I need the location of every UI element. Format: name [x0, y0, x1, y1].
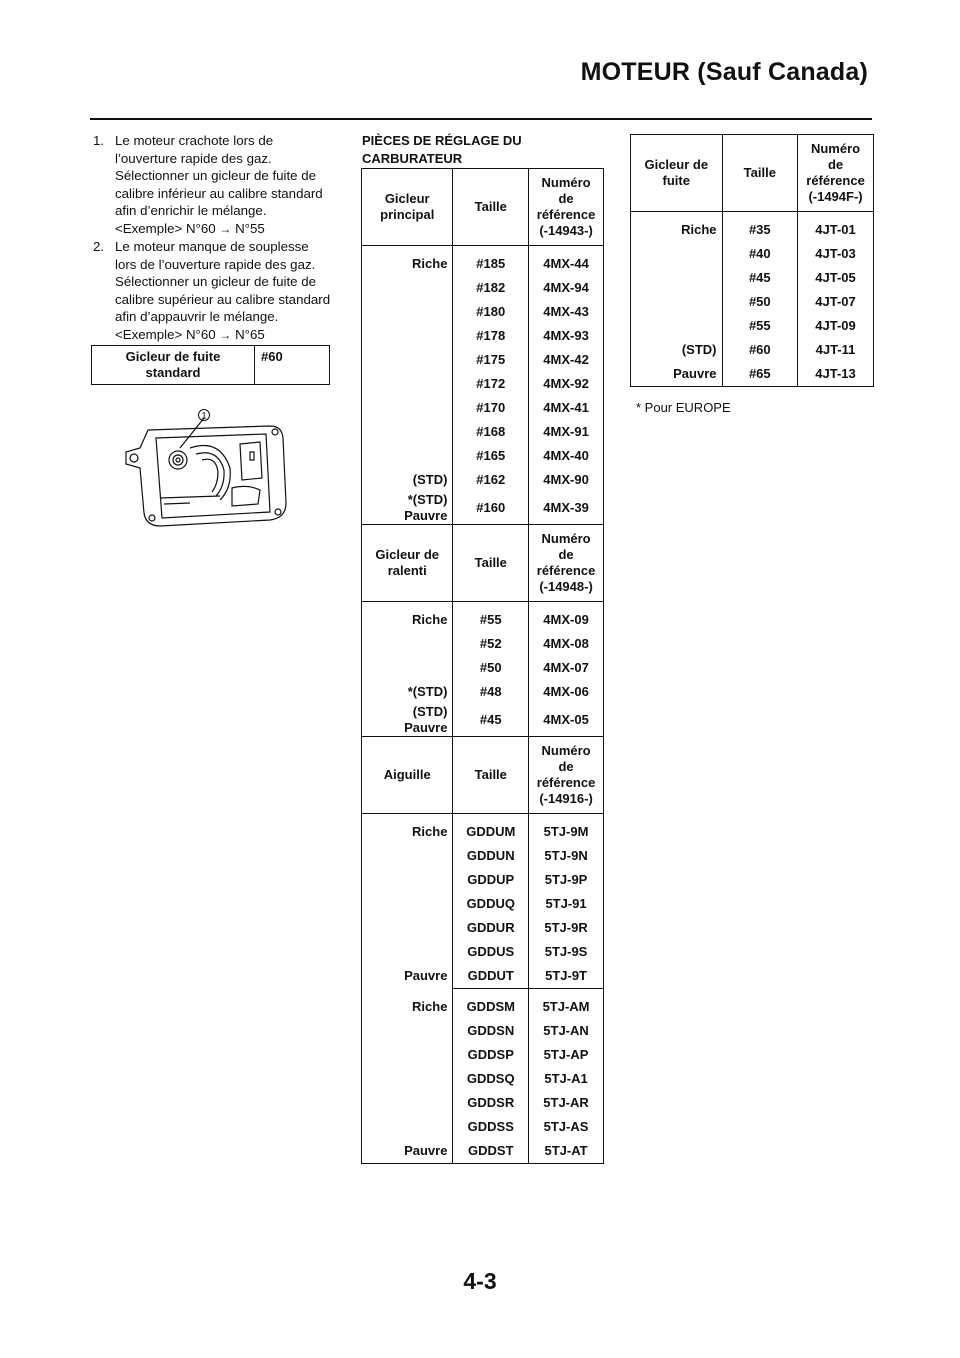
- example-suffix: N°65: [235, 326, 265, 342]
- header-part-number: Numéro de référence (-14943-): [529, 169, 604, 246]
- row-size: #50: [453, 656, 529, 680]
- header-part: Aiguille: [362, 737, 453, 814]
- header-size: Taille: [722, 135, 798, 212]
- row-size: #40: [722, 242, 798, 266]
- row-part-number: 5TJ-AM: [529, 989, 604, 1020]
- table-row: [631, 212, 874, 243]
- row-part-number: 4MX-39: [529, 492, 604, 525]
- header-part-number: Numéro de référence (-14948-): [529, 525, 604, 602]
- table-row: [362, 1019, 604, 1043]
- table-row: [362, 1115, 604, 1139]
- row-label: [362, 1067, 453, 1091]
- row-label: [362, 1091, 453, 1115]
- row-size: #162: [453, 468, 529, 492]
- row-label: Pauvre: [362, 964, 453, 989]
- row-size: GDDSM: [453, 989, 529, 1020]
- step-text: Le moteur manque de souplesse lors de l’ouverture rapide des gaz. Sélectionner un gicleur de fuite de calibre supérieur au calibre standard afin d’appauvrir le mélange.: [115, 239, 331, 324]
- row-label: [362, 372, 453, 396]
- row-size: GDDSS: [453, 1115, 529, 1139]
- row-label: [362, 420, 453, 444]
- header-part-number: Numéro de référence (-1494F-): [798, 135, 874, 212]
- example-suffix: N°55: [235, 220, 265, 236]
- table-row: [362, 324, 604, 348]
- row-label: [631, 290, 723, 314]
- table-row: [362, 276, 604, 300]
- table-row: [362, 989, 604, 1020]
- row-label: [362, 1043, 453, 1067]
- row-part-number: 4JT-03: [815, 246, 856, 261]
- row-label: [362, 1019, 453, 1043]
- row-label: Riche: [631, 212, 723, 243]
- row-size: #52: [453, 632, 529, 656]
- row-size: #48: [453, 680, 529, 704]
- row-part-number: 5TJ-9P: [544, 872, 588, 887]
- row-size: #45: [722, 266, 798, 290]
- row-part-number: 5TJ-9R: [544, 920, 588, 935]
- row-size: #178: [453, 324, 529, 348]
- row-size: #160: [453, 492, 529, 525]
- table-row: [362, 1067, 604, 1091]
- row-size: GDDUQ: [453, 892, 529, 916]
- row-label: [362, 444, 453, 468]
- table-row: [362, 656, 604, 680]
- row-label: Riche: [362, 814, 453, 845]
- row-size: GDDSQ: [453, 1067, 529, 1091]
- row-part-number: 4MX-06: [543, 684, 589, 699]
- row-size: #180: [453, 300, 529, 324]
- table-row: [362, 632, 604, 656]
- header-size: Taille: [453, 525, 529, 602]
- row-part-number: 5TJ-9T: [545, 968, 587, 983]
- table-row: [362, 420, 604, 444]
- row-label: [362, 632, 453, 656]
- table-row: [362, 602, 604, 633]
- step-number: 2.: [93, 239, 105, 254]
- page-title: MOTEUR (Sauf Canada): [580, 58, 868, 86]
- table-row: [362, 964, 604, 989]
- table-header-row: [631, 135, 874, 212]
- table-row: [362, 814, 604, 845]
- row-part-number: 4JT-09: [815, 318, 856, 333]
- row-part-number: 5TJ-A1: [544, 1071, 588, 1086]
- row-size: #182: [453, 276, 529, 300]
- row-size: #55: [722, 314, 798, 338]
- row-size: GDDSN: [453, 1019, 529, 1043]
- header-part: Gicleur de fuite: [631, 135, 723, 212]
- table-row: [362, 372, 604, 396]
- table-header-row: [362, 525, 604, 602]
- table-row: [362, 844, 604, 868]
- table-row: [362, 246, 604, 277]
- row-label: [362, 276, 453, 300]
- row-part-number: 4JT-05: [815, 270, 856, 285]
- table-row: [631, 314, 874, 338]
- row-size: #185: [453, 246, 529, 277]
- table-row: [362, 868, 604, 892]
- row-size: #168: [453, 420, 529, 444]
- row-part-number: 5TJ-AT: [544, 1143, 588, 1158]
- table-row: [362, 1139, 604, 1164]
- row-part-number: 4MX-41: [543, 400, 589, 415]
- row-label: (STD): [362, 468, 453, 492]
- row-label: [362, 324, 453, 348]
- row-size: GDDSP: [453, 1043, 529, 1067]
- table-header-row: [362, 169, 604, 246]
- row-label: [362, 1115, 453, 1139]
- row-size: #60: [722, 338, 798, 362]
- example-prefix: <Exemple> N°60: [115, 326, 216, 342]
- row-label: [362, 892, 453, 916]
- row-part-number: 5TJ-91: [545, 896, 587, 911]
- row-size: #55: [453, 602, 529, 633]
- row-label: [362, 844, 453, 868]
- table-row: [362, 300, 604, 324]
- row-part-number: 4MX-08: [543, 636, 589, 651]
- table-row: [362, 492, 604, 525]
- table-row: [362, 444, 604, 468]
- row-part-number: 5TJ-AP: [543, 1047, 589, 1062]
- row-size: #65: [722, 362, 798, 387]
- header-size: Taille: [453, 169, 529, 246]
- row-part-number: 5TJ-9N: [544, 848, 588, 863]
- row-part-number: 4JT-01: [815, 222, 856, 237]
- carburetor-settings-table: [361, 168, 604, 1164]
- row-part-number: 4MX-91: [543, 424, 589, 439]
- table-row: [362, 1043, 604, 1067]
- table-row: [362, 1091, 604, 1115]
- row-size: #172: [453, 372, 529, 396]
- row-label: [631, 242, 723, 266]
- row-part-number: 4MX-40: [543, 448, 589, 463]
- header-part-number: Numéro de référence (-14916-): [529, 737, 604, 814]
- row-part-number: 4MX-42: [543, 352, 589, 367]
- row-part-number: 4MX-43: [543, 304, 589, 319]
- row-label: Pauvre: [362, 1139, 453, 1164]
- row-part-number: 4JT-11: [815, 342, 856, 357]
- header-part: Gicleur de ralenti: [362, 525, 453, 602]
- step-item: [93, 238, 333, 344]
- row-label: [362, 348, 453, 372]
- table-row: [631, 338, 874, 362]
- row-label: Riche: [362, 602, 453, 633]
- row-size: GDDUN: [453, 844, 529, 868]
- table-row: [362, 940, 604, 964]
- row-part-number: 4MX-90: [543, 472, 589, 487]
- row-part-number: 5TJ-AR: [543, 1095, 589, 1110]
- row-label: [362, 868, 453, 892]
- row-label: (STD): [631, 338, 723, 362]
- steps-list: [93, 132, 333, 344]
- header-size: Taille: [453, 737, 529, 814]
- row-label: [362, 916, 453, 940]
- arrow-icon: →: [219, 327, 232, 342]
- step-item: [93, 132, 333, 238]
- section-title: PIÈCES DE RÉGLAGE DU CARBURATEUR: [362, 133, 522, 166]
- row-size: #170: [453, 396, 529, 420]
- table-row: [631, 242, 874, 266]
- example-prefix: <Exemple> N°60: [115, 220, 216, 236]
- table-row: [631, 362, 874, 387]
- row-label: Riche: [362, 246, 453, 277]
- header-part: Gicleur principal: [362, 169, 453, 246]
- row-label: Riche: [362, 989, 453, 1020]
- row-size: GDDUS: [453, 940, 529, 964]
- row-label: (STD) Pauvre: [362, 704, 453, 737]
- row-size: #35: [722, 212, 798, 243]
- row-label: [631, 314, 723, 338]
- std-value: #60: [255, 346, 330, 385]
- std-label: Gicleur de fuite standard: [92, 346, 255, 385]
- row-part-number: 4MX-93: [543, 328, 589, 343]
- row-label: [362, 940, 453, 964]
- row-label: *(STD): [362, 680, 453, 704]
- row-label: *(STD) Pauvre: [362, 492, 453, 525]
- row-label: [631, 266, 723, 290]
- row-part-number: 4MX-07: [543, 660, 589, 675]
- diagram-callout: 1: [201, 410, 207, 421]
- table-row: [362, 916, 604, 940]
- row-part-number: 5TJ-AN: [543, 1023, 589, 1038]
- leak-jet-table: [630, 134, 874, 387]
- table-row: [362, 680, 604, 704]
- footnote: * Pour EUROPE: [636, 400, 731, 415]
- row-part-number: 4JT-07: [815, 294, 856, 309]
- carburetor-diagram: [120, 408, 290, 538]
- row-part-number: 5TJ-9S: [544, 944, 588, 959]
- table-header-row: [362, 737, 604, 814]
- step-example: [115, 220, 333, 239]
- arrow-icon: →: [219, 221, 232, 236]
- row-part-number: 4JT-13: [815, 366, 856, 381]
- row-part-number: 5TJ-AS: [543, 1119, 589, 1134]
- table-row: [631, 290, 874, 314]
- table-row: [362, 892, 604, 916]
- row-size: GDDST: [453, 1139, 529, 1164]
- step-number: 1.: [93, 133, 105, 148]
- row-size: #45: [453, 704, 529, 737]
- row-size: GDDUM: [453, 814, 529, 845]
- table-row: [362, 396, 604, 420]
- row-part-number: 4MX-94: [543, 280, 589, 295]
- standard-leak-jet-table: [91, 345, 330, 385]
- header-rule: [90, 118, 872, 120]
- step-text: Le moteur crachote lors de l’ouverture rapide des gaz. Sélectionner un gicleur de fuite de calibre inférieur au calibre standard afin d’enrichir le mélange.: [115, 133, 323, 218]
- row-label: [362, 300, 453, 324]
- page-number: 4-3: [463, 1268, 497, 1294]
- row-size: #50: [722, 290, 798, 314]
- row-part-number: 4MX-09: [543, 612, 589, 627]
- row-label: [362, 396, 453, 420]
- row-size: #175: [453, 348, 529, 372]
- row-size: GDDSR: [453, 1091, 529, 1115]
- row-part-number: 4MX-92: [543, 376, 589, 391]
- row-size: GDDUR: [453, 916, 529, 940]
- table-row: [362, 704, 604, 737]
- row-size: GDDUP: [453, 868, 529, 892]
- row-size: GDDUT: [453, 964, 529, 989]
- row-size: #165: [453, 444, 529, 468]
- row-label: [362, 656, 453, 680]
- table-row: [362, 468, 604, 492]
- row-part-number: 4MX-44: [543, 256, 589, 271]
- row-part-number: 5TJ-9M: [543, 824, 589, 839]
- row-label: Pauvre: [631, 362, 723, 387]
- table-row: [631, 266, 874, 290]
- table-row: [362, 348, 604, 372]
- step-example: [115, 326, 333, 345]
- row-part-number: 4MX-05: [529, 704, 604, 737]
